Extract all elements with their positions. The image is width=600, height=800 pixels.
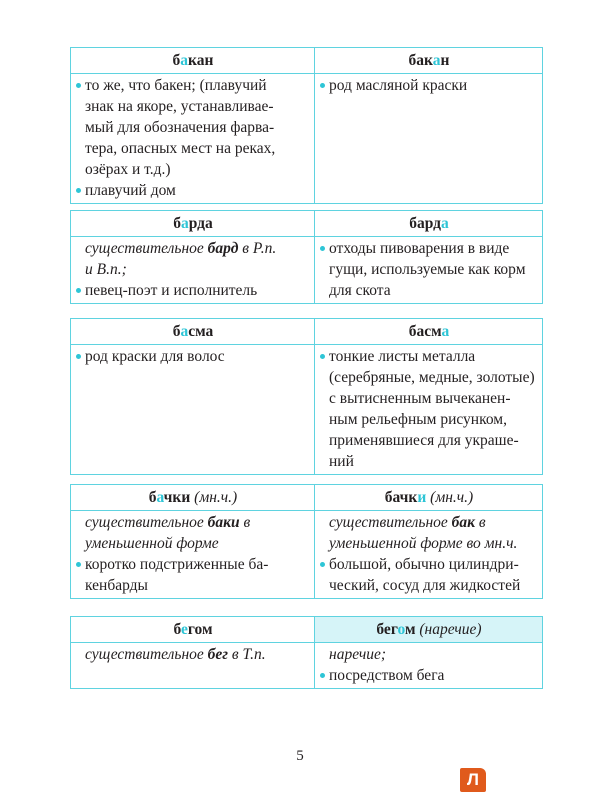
headword-right: басма bbox=[315, 319, 543, 345]
bullet-icon bbox=[76, 83, 81, 88]
definition-item: отходы пивоварения в виде bbox=[320, 238, 538, 259]
definition-line: с вытисненным вычеканен- bbox=[329, 390, 511, 407]
definition-line: тера, опасных мест на реках, bbox=[85, 140, 276, 157]
definition-line: (серебряные, медные, золотые) bbox=[329, 369, 535, 386]
definition-line: кенбарды bbox=[85, 577, 148, 594]
definition-item: тонкие листы металла bbox=[320, 346, 538, 367]
bullet-icon bbox=[320, 562, 325, 567]
headword-left: бачки (мн.ч.) bbox=[71, 485, 315, 511]
bullet-icon bbox=[76, 288, 81, 293]
bullet-icon bbox=[320, 83, 325, 88]
definition-item: посредством бега bbox=[320, 665, 538, 686]
definition-item: певец-поэт и исполнитель bbox=[76, 280, 310, 301]
headword-left: барда bbox=[71, 211, 315, 237]
headword-left: бегом bbox=[71, 617, 315, 643]
definition-left bbox=[71, 511, 315, 599]
bullet-icon bbox=[320, 354, 325, 359]
definition-right bbox=[315, 345, 543, 475]
definition-item: род краски для волос bbox=[76, 346, 310, 367]
definition-right bbox=[315, 643, 543, 689]
bullet-icon bbox=[76, 354, 81, 359]
bullet-icon bbox=[76, 188, 81, 193]
definition-right bbox=[315, 74, 543, 204]
definition-line: озёрах и т.д.) bbox=[85, 161, 171, 178]
definition-item: большой, обычно цилиндри- bbox=[320, 554, 538, 575]
headword-right: барда bbox=[315, 211, 543, 237]
entry-table-barda bbox=[70, 210, 543, 304]
definition-left bbox=[71, 237, 315, 304]
definition-item: то же, что бакен; (плавучий bbox=[76, 75, 310, 96]
page-number: 5 bbox=[296, 748, 304, 764]
grammar-note-cont: уменьшенной форме bbox=[85, 535, 219, 552]
entry-table-basma bbox=[70, 318, 543, 475]
entry-table-begom bbox=[70, 616, 543, 689]
definition-line: мый для обозначения фарва- bbox=[85, 119, 275, 136]
headword-right: бегом (наречие) bbox=[315, 617, 543, 643]
grammar-note-cont: и В.п.; bbox=[85, 261, 127, 278]
definition-line: знак на якоре, устанавливае- bbox=[85, 98, 274, 115]
definition-left bbox=[71, 643, 315, 689]
entry-table-bakan bbox=[70, 47, 543, 204]
definition-line: ным рельефным рисунком, bbox=[329, 411, 507, 428]
definition-line: гущи, используемые как корм bbox=[329, 261, 526, 278]
definition-left bbox=[71, 74, 315, 204]
definition-item: коротко подстриженные ба- bbox=[76, 554, 310, 575]
definition-line: ний bbox=[329, 453, 354, 470]
entry-table-bachki bbox=[70, 484, 543, 599]
definition-right bbox=[315, 237, 543, 304]
grammar-note: существительное бак в bbox=[329, 514, 486, 531]
definition-item: род масляной краски bbox=[320, 75, 538, 96]
headword-left: басма bbox=[71, 319, 315, 345]
bullet-icon bbox=[320, 673, 325, 678]
bullet-icon bbox=[320, 246, 325, 251]
headword-left: бакан bbox=[71, 48, 315, 74]
grammar-note: существительное бег в Т.п. bbox=[85, 646, 266, 663]
headword-right: бачки (мн.ч.) bbox=[315, 485, 543, 511]
definition-item: плавучий дом bbox=[76, 180, 310, 201]
grammar-note: наречие; bbox=[329, 646, 387, 663]
definition-line: ческий, сосуд для жидкостей bbox=[329, 577, 521, 594]
definition-right bbox=[315, 511, 543, 599]
headword-right: бакан bbox=[315, 48, 543, 74]
bullet-icon bbox=[76, 562, 81, 567]
publisher-logo-icon: Л bbox=[460, 768, 486, 792]
grammar-note-cont: уменьшенной форме во мн.ч. bbox=[329, 535, 518, 552]
definition-line: для скота bbox=[329, 282, 391, 299]
definition-line: применявшиеся для украше- bbox=[329, 432, 519, 449]
grammar-note: существительное бард в Р.п. bbox=[85, 240, 277, 257]
definition-left bbox=[71, 345, 315, 475]
grammar-note: существительное баки в bbox=[85, 514, 251, 531]
